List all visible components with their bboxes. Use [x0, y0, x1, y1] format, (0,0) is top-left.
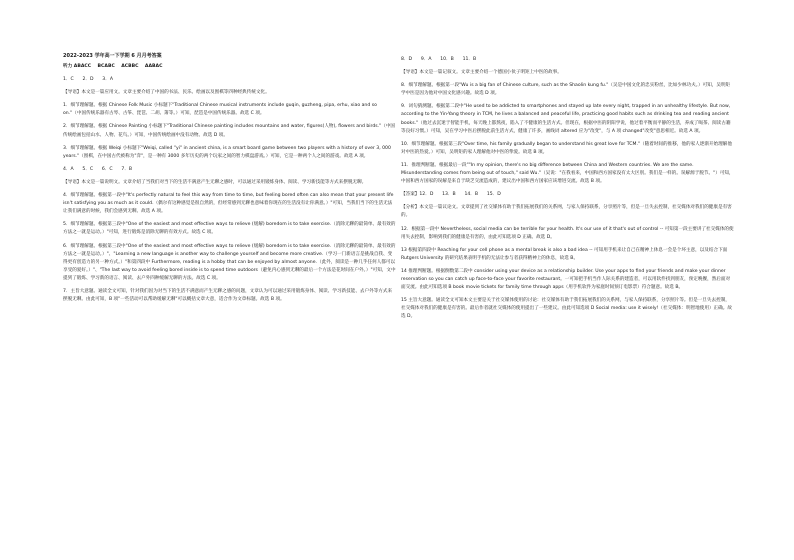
left-column	[63, 52, 396, 304]
answer-paragraph: 14 推理判断题。根据倒数第二段中 consider using your device as a relationship builder. Use your apps to find your friends and make your dinner reservation so you can catch up face-to-face your favorite restaurant。一可知把手机当作人际关系的建造者，可以用软件找到朋友，预定晚餐，然后面对面交流。由此可知选项 B book movie tickets for family time through apps（用手机软件为家庭时间预订电影票）符合题意。故选 B。	[401, 268, 731, 291]
answer-paragraph: 7．主旨大意题。通读全文可知，针对我们因为对当下的生活不满意而产生无聊之感的问题，文章认为可以通过采用锻炼身体、阅读、学习新技能、去户外等方式来摆脱无聊。由此可知，B 项"一些活动可以帮助缓解无聊"可以概括文章大意，适合作为文章标题。故选 B 项。	[63, 288, 393, 303]
answer-paragraph: 5．细节理解题。根据第三段中"One of the easiest and most effective ways to relieve (缓解) boredom is to take exercise.（消除无聊的最简单、最有效的方法之一就是运动。）"可知，进行锻炼是消除无聊的有效方式。故选 C 项。	[63, 222, 396, 236]
answer-paragraph: 13 根据第四段中 Reaching for your cell phone as a mental break is also a bad idea -- 可知用手机来让自己在精神上休息一会是个坏主意，以及结合下面 Rutgers University 的研究结果表明手机的无法让参与者获得精神上的休息，故选 B。	[401, 247, 729, 261]
answer-paragraph: 【答案】12．D 13．B 14．B 15．D	[401, 192, 501, 198]
right-column	[401, 56, 734, 321]
answer-paragraph: 1．细节理解题。根据 Chinese Folk Music 小标题下"Traditional Chinese musical instruments include guqin, guzheng, pipa, erhu, xiao and so on."（中国传统乐器有古琴、古筝、琵琶、二胡、箫等。）可知，琵琶是中国传统乐器。故选 C 项。	[63, 103, 379, 117]
answer-paragraph: 【导语】本文是一篇说明文。文章介绍了当我们对当下的生活不满意产生无聊之感时，可以通过采用锻炼身体、阅读、学习新技能等方式来摆脱无聊。	[63, 179, 367, 185]
answer-paragraph: 2．细节理解题。根据 Chinese Painting 小标题下"Traditional Chinese painting includes mountains and water, figures(人物), flowers and birds."（中国传统绘画包括山水、人物、花鸟。）可知，中国传统绘画中没有动物。故选 D 项。	[63, 124, 396, 138]
answer-paragraph: 【导语】本文是一篇记叙文。文章主要介绍一个德国小伙子明矩上中医的故事。	[401, 70, 562, 76]
answer-paragraph: 听力 ABACC BCABC ACBBC AABAC	[63, 64, 163, 69]
answer-paragraph: 3．细节理解题。根据 Weiqi 小标题下"Weiqi, called "yi" in ancient china, is a smart board game between two players with a history of over 3, 000 years."（围棋，在中国古代被称为"弈"，是一种有 3000 多年历史的两个玩家之间的智力棋盘游戏。）可知，它是一种两个人之间的游戏。故选 A 项。	[63, 145, 393, 159]
document-title: 2022-2023 学年高一下学期 6 月月考答案	[63, 53, 162, 59]
answer-paragraph: 8．D 9．A 10．B 11．B	[401, 57, 477, 62]
answer-paragraph: 1．C 2．D 3．A	[63, 77, 113, 83]
left-column-body	[63, 63, 396, 304]
answer-paragraph: 11．推理判断题。根据最后一段""In my opinion, there's no big difference between China and Western countries. We are the same. Misunderstanding comes from being out of touch," said Wu."（吴说："在我看来，中国和西方国家没有太大区别。我们是一样的。误解源于脱节。"）可知，中国和西方国家的误解是来自于缺乏交流造成的，建议出中国和西方国家应该增进交流。故选 B 项。	[401, 162, 734, 185]
answer-paragraph: 【分析】本文是一篇议论文。文章提到了社交媒体有助于我们拓展我们的关系网，与家人保持联系，分享照片等，但是一旦失去控制，社交媒体对我们的健康是有害的。	[401, 205, 732, 219]
answer-paragraph: 9．词句猜测题。根据第二段中"He used to be addicted to smartphones and stayed up late every night, trapped in an unhealthy lifestyle. But now, according to the Yin-Yang theory in TCM, he lives a balanced and peaceful life, practicing good habits such as drinking tea and reading ancient books."（他过去沉迷于智能手机，每天晚上都熬夜，陷入了不健康的生活方式。但现在，根据中医的阴阳学说，他过着平衡而平静的生活，养成了喝茶、阅读古籍等良好习惯。）可知，吴在学习中医后摆脱此前生活方式，健康了许多，画线词 altered 应为"改变"，与 A 项 changed"改变"意思相近。故选 A 项。	[401, 104, 732, 134]
answer-paragraph: 12．根据第一段中 Nevertheless, social media can be terrible for your health. It's our use of it that's out of control -- 可知第一段主要讲了社交媒体的使用失去控制，影响到我们的健康是有害的，由此可知选项 D 正确。故选 D。	[401, 226, 734, 240]
answer-paragraph: 15 主旨大意题。通读全文可知本文主要是关于社交媒体使用的讨论：社交媒体有助于我们拓展我们的关系网，与家人保持联系，分享照片等。但是一旦失去控制，社交媒体对我们的健康是有害的。最后作者就社交媒体的使用提出了一些建议。由此可知选项 D Social media: use it wisely!（社交媒体：明智地使用）正确。故选 D。	[401, 298, 732, 320]
answer-paragraph: 6．细节理解题。根据第三段中"One of the easiest and most effective ways to relieve (缓解) boredom is to take exercise.（消除无聊的最简单、最有效的方法之一就是运动。）"、"Learning a new language is another way to challenge yourself and become more creative.（学习一门新语言是挑战自我、变得更有创造力的另一种方式。）"和第四段中 Furthermore, reading is a hobby that can be enjoyed by almost anyone.（此外，阅读是一种几乎任何人都可以享受的爱好。）"、"The last way to avoid feeling bored inside is to spend time outdoors（避免内心感到无聊的最后一个方法是花时间在户外。）"可知，文中提到了锻炼、学习新的语言、阅读、去户外四种缓解无聊的方法。故选 C 项。	[63, 243, 396, 281]
answer-paragraph: 4．A 5．C 6．C 7．B	[63, 166, 133, 172]
answer-paragraph: 【导语】本文是一篇应用文。文章主要介绍了中国的书法、民乐、绘画以及围棋等四种经典传统文化。	[63, 90, 270, 96]
answer-paragraph: 8．细节理解题。根据第一段"Wu is a big fan of Chinese culture, such as the Shaolin kung fu."（吴是中国文化的忠实粉丝，比如少林功夫。）可知，吴明矩学中医是因为他对中国文化感兴趣。故选 D 项。	[401, 83, 731, 97]
answer-paragraph: 4．细节理解题。根据第一段中"It's perfectly natural to feel this way from time to time, but feeling bored often can also mean that your present life isn't satisfying you as much as it could.（偶尔有这种感觉是很自然的，但经常感到无聊也意味着你现在的生活没有让你满意。）"可知，当我们当下的生活无法让我们满意的时候，我们会感到无聊。故选 A 项。	[63, 193, 395, 215]
answer-paragraph: 10．细节理解题。根据第三段"Over time, his family gradually began to understand his great love for TCM."（随着时间的推移，他的家人逐渐开始理解他对中医的热爱。）可知，吴明矩的家人理解他对中医的挚爱。故选 B 项。	[401, 141, 732, 155]
right-column-body	[401, 56, 734, 321]
